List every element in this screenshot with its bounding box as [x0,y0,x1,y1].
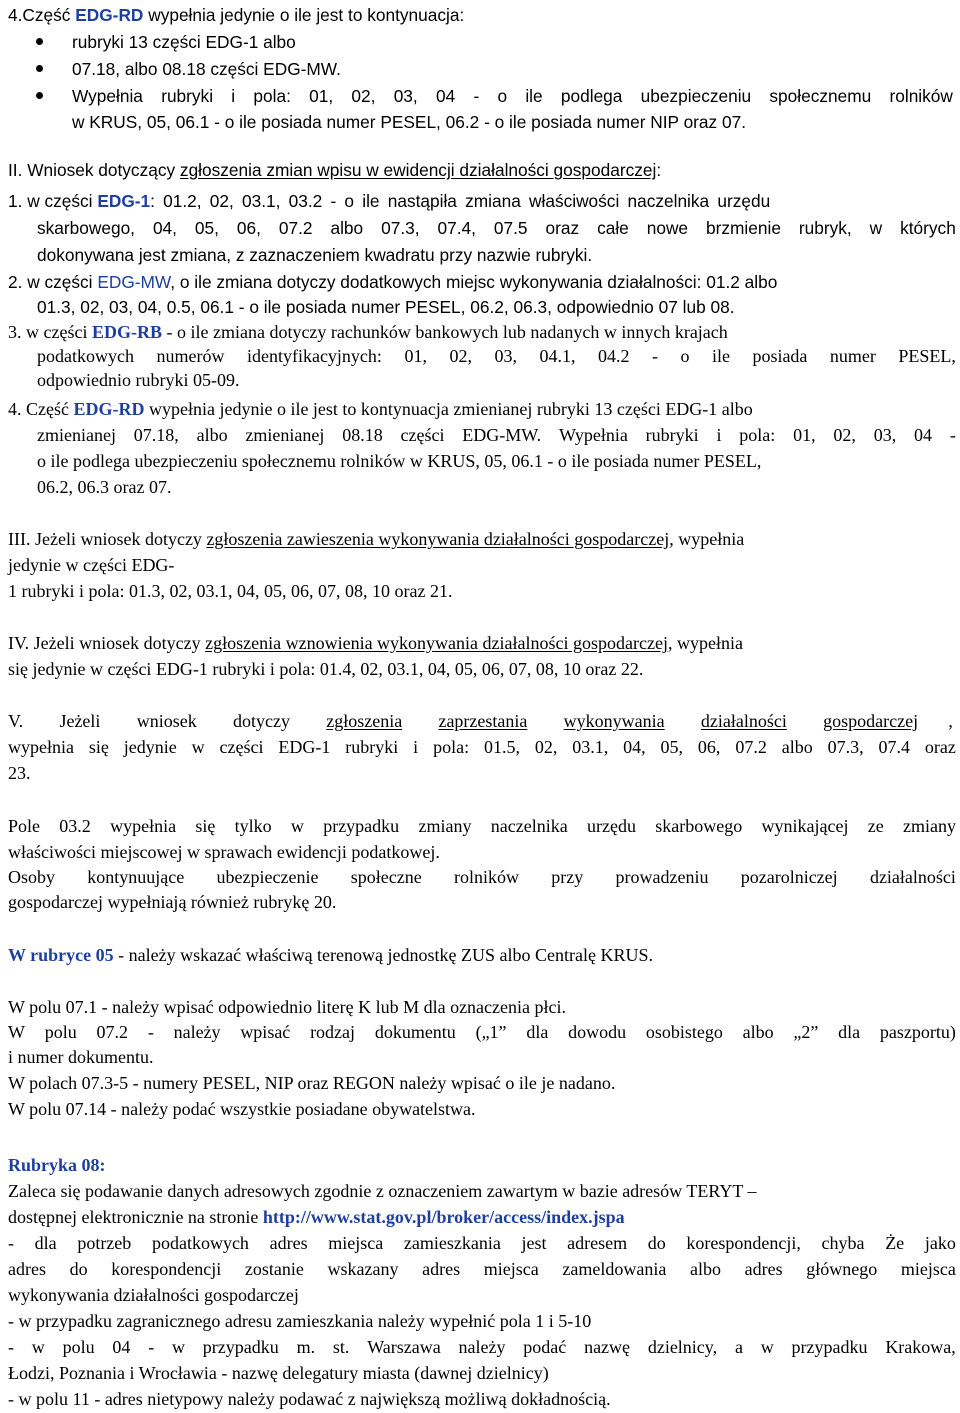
word: 07.2 [735,737,767,757]
word: podatkowych [37,346,134,366]
s1-title-code: EDG-RD [75,5,144,25]
word: - [147,1022,154,1042]
word: „2” [793,1022,819,1042]
rubryka-08-line-1: Zaleca się podawanie danych adresowych zgodnie z oznaczeniem zawartym w bazie adresów TERYT – [8,1181,757,1201]
word: 02, [833,425,856,445]
word: 07.2 [96,1022,129,1042]
word: - [949,425,956,445]
word: adres [744,1259,783,1279]
s3-line-1: III. Jeżeli wniosek dotyczy zgłoszenia zawieszenia wykonywania działalności gospodarczej, wypełnia [8,529,745,549]
s2-item-4-line-1: 4. Część EDG-RD wypełnia jedynie o ile jest to kontynuacja zmienianej rubryki 13 części EDG-1 albo [8,399,753,419]
word: 04.2 [597,346,630,366]
word: polu [62,1337,95,1357]
s2-item-3-line-1: 3. w części EDG-RB - o ile zmiana dotyczy rachunków bankowych lub nadanych w innych krajach [8,322,728,342]
word: Że [885,1233,905,1253]
s3-line-3: 1 rubryki i pola: 01.3, 02, 03.1, 04, 05, 06, 07, 08, 10 oraz 21. [8,581,453,601]
word: wypełnia [110,816,177,836]
word: których [900,218,956,238]
word: Krakowa, [885,1337,956,1357]
word: dla [838,1022,861,1042]
word: 02, [534,737,558,757]
word: rolników [453,867,519,887]
word: ubezpieczenie [216,867,319,887]
word: 03.1, [572,737,609,757]
s3-underlined: zgłoszenia zawieszenia wykonywania działalności gospodarczej [206,529,670,549]
word: i [231,86,236,106]
word: PESEL, [898,346,956,366]
word: ile [711,346,730,366]
s2-heading [8,159,661,181]
word: korespondencji, [686,1233,801,1253]
s1-title-post: wypełnia jedynie o ile jest to kontynuacja: [143,5,465,25]
s2-item-1-line-3: dokonywana jest zmiana, z zaznaczeniem kwadratu przy nazwie rubryki. [37,245,593,265]
s5-underlined-word: zgłoszenia [326,711,403,731]
word: w [869,218,883,238]
word: - [651,346,658,366]
word: - [148,1337,155,1357]
word: EDG-MW. [462,425,542,445]
word: prowadzeniu [615,867,709,887]
word: 01, [793,425,816,445]
word: miejsca [900,1259,956,1279]
word: zamieszkania [403,1233,501,1253]
word: korespondencji [111,1259,222,1279]
word: 08.18 [342,425,383,445]
word: Osoby [8,867,56,887]
word: wynikającej [761,816,849,836]
s2-item-2-line-2: 01.3, 02, 03, 04, 0.5, 06.1 - o ile posiada numer PESEL, 06.2, 06.3, odpowiednio 07 lub 08. [37,297,735,317]
word: i [716,425,722,445]
word: osobistego [645,1022,723,1042]
word: zostanie [244,1259,304,1279]
word: numer [829,346,876,366]
word: numerów [156,346,225,366]
word: identyfikacyjnych: [246,346,382,366]
rubryka-08-line-9: - w polu 11 - adres nietypowy należy podawać z największą możliwą dokładnością. [8,1389,611,1409]
pole-line-4: gospodarczej wypełniają również rubrykę 20. [8,892,337,912]
word: całe [597,218,629,238]
word: miejsca [483,1259,539,1279]
word: ile [525,86,543,106]
word: 07.5 [493,218,528,238]
word: nazwę [584,1337,631,1357]
word: 07.4, [437,218,476,238]
word: posiada [752,346,808,366]
rubryka-08-heading: Rubryka 08: [8,1155,106,1175]
word: w [760,1337,774,1357]
pole-line-3 [8,866,956,888]
s2-item-2-line-1: 2. w części EDG-MW, o ile zmiana dotyczy dodatkowych miejsc wykonywania działalności: 01.2 albo [8,272,778,292]
s2-item-4-line-4: 06.2, 06.3 oraz 07. [37,477,172,497]
word: do [69,1259,88,1279]
word: urzędu [586,816,636,836]
s2-item-1-line-2 [37,217,956,239]
bullet-icon [36,38,43,45]
word: rubryki [161,86,214,106]
word: działalności [869,867,956,887]
rubryka-08-line-6: - w przypadku zagranicznego adresu zamieszkania należy wypełnić pola 1 i 5-10 [8,1311,592,1331]
s1-bullet-3-line-2: w KRUS, 05, 06.1 - o ile posiada numer PESEL, 06.2 - o ile posiada numer NIP oraz 07. [72,112,747,132]
s2-item-4-line-3: o ile podlega ubezpieczeniu społecznemu rolników w KRUS, 05, 06.1 - o ile posiada numer PESEL, [37,451,762,471]
rubryka-05-label: W rubryce 05 [8,945,114,965]
s2-item-1-line-1: 1. w części EDG-1: 01.2, 02, 03.1, 03.2 - o ile nastąpiła zmiana właściwości naczelnika urzędu [8,191,771,211]
word: ubezpieczeniu [640,86,752,106]
word: wpisać [240,1022,291,1042]
s2-heading-underlined: zgłoszenia zmian wpisu w ewidencji działalności gospodarczej [179,160,657,180]
s5-line-2 [8,736,956,758]
word: wskazany [327,1259,399,1279]
s4-underlined: zgłoszenia wznowienia wykonywania działalności gospodarczej [205,633,668,653]
rubryka-08-line-2: dostępnej elektronicznie na stronie http://www.stat.gov.pl/broker/access/index.jspa [8,1207,625,1227]
word: brzmienie [706,218,781,238]
word: chyba [821,1233,865,1253]
word: części [219,737,264,757]
word: 01, [309,86,334,106]
word: Wypełnia [72,86,143,106]
word: 02, [351,86,376,106]
word: tylko [234,816,272,836]
s1-bullet-1: rubryki 13 części EDG-1 albo [72,32,296,52]
word: zmiany [418,816,472,836]
word: o [497,86,508,106]
word: 04, [152,218,177,238]
word: 04 [914,425,933,445]
word: st. [332,1337,350,1357]
s2-item-3-line-2 [37,345,956,367]
s1-title-pre: 4.Część [8,5,76,25]
word: adres [8,1259,46,1279]
word: w [290,816,304,836]
rubryka-08-line-5: wykonywania działalności gospodarczej [8,1285,299,1305]
word: Wypełnia [558,425,628,445]
word: dowodu [568,1022,627,1042]
word: polu [44,1022,77,1042]
word: jedynie [123,737,177,757]
word: pola: [433,737,470,757]
word: do [647,1233,666,1253]
word: części [400,425,445,445]
word: nowe [646,218,689,238]
word: zmiany [903,816,956,836]
word: 03, [873,425,897,445]
s3-line-2: jedynie w części EDG- [8,555,175,575]
word: Warszawa [367,1337,441,1357]
word: albo [781,737,813,757]
word: przypadku [791,1337,868,1357]
word: przy [551,867,584,887]
word: w [191,737,205,757]
word: 07.18, [133,425,179,445]
pole-07-1: W polu 07.1 - należy wpisać odpowiednio literę K lub M dla oznaczenia płci. [8,997,566,1017]
word: głównego [806,1259,878,1279]
word: („1” [475,1022,507,1042]
word: albo [742,1022,774,1042]
word: oraz [545,218,580,238]
word: przypadku [323,816,400,836]
word: 01.5, [483,737,520,757]
word: 07.3, [381,218,420,238]
bullet-icon [36,65,43,72]
word: o [680,346,690,366]
word: rubryki [345,737,399,757]
s5-line-1: V. Jeżeli wniosek dotyczy zgłoszenia zaprzestania wykonywania działalności gospodarczej , [8,711,953,731]
word: i [413,737,419,757]
word: 06, [236,218,261,238]
rubryka-08-line-8: Łodzi, Poznania i Wrocławia - nazwę delegatury miasta (dawnej dzielnicy) [8,1363,549,1383]
pole-07-3-5: W polach 07.3-5 - numery PESEL, NIP oraz REGON należy wpisać o ile je nadano. [8,1073,616,1093]
word: albo [689,1259,721,1279]
word: rubryki [645,425,699,445]
word: jako [924,1233,956,1253]
word: pozarolniczej [740,867,838,887]
teryt-link[interactable]: http://www.stat.gov.pl/broker/access/index.jspa [262,1207,625,1227]
word: podać [523,1337,567,1357]
word: ze [867,816,884,836]
s5-word: V. [8,711,24,731]
word: 07.2 [278,218,313,238]
word: 02, [449,346,472,366]
word: przypadku [202,1337,279,1357]
word: zameldowania [562,1259,667,1279]
word: 04.1, [539,346,576,366]
word: wypełnia [8,737,74,757]
word: EDG-1 [278,737,331,757]
word: - [473,86,480,106]
s4-line-1: IV. Jeżeli wniosek dotyczy zgłoszenia wznowienia wykonywania działalności gospodarczej, wypełnia [8,633,743,653]
word: 04, [623,737,646,757]
rubryka-05-line: W rubryce 05 - należy wskazać właściwą terenową jednostkę ZUS albo Centralę KRUS. [8,945,653,965]
bullet-icon [36,92,43,99]
pole-07-14: W polu 07.14 - należy podać wszystkie posiadane obywatelstwa. [8,1099,476,1119]
word: zmienianej [37,425,116,445]
s2-item-4-line-2 [37,424,956,446]
word: 07.3, [827,737,864,757]
word: 03, [393,86,418,106]
word: skarbowego [655,816,743,836]
word: adres [422,1259,461,1279]
word: albo [330,218,364,238]
word: społeczne [350,867,422,887]
word: a [734,1337,743,1357]
word: podlega [560,86,623,106]
word: należy [458,1337,506,1357]
word: dla [34,1233,57,1253]
word: się [88,737,109,757]
word: 01, [404,346,427,366]
word: się [195,816,216,836]
s2-heading-pre: II. Wniosek dotyczący [8,160,180,180]
word: dzielnicy, [647,1337,718,1357]
word: dla [526,1022,549,1042]
word: - [8,1337,14,1357]
pole-07-2-line-1 [8,1021,956,1043]
s2-item-3-line-3: odpowiednio rubryki 05-09. [37,370,240,390]
word: 03.2 [59,816,91,836]
word: 03, [494,346,517,366]
rubryka-08-line-4 [8,1258,956,1280]
word: W [8,1022,25,1042]
word: kontynuujące [87,867,185,887]
word: adresem [567,1233,628,1253]
pole-line-1 [8,815,956,837]
word: oraz [924,737,956,757]
word: skarbowego, [37,218,135,238]
s1-bullet-3-line-1 [72,85,953,107]
word: 05, [194,218,219,238]
word: zmienianej [245,425,325,445]
word: 04 [435,86,456,106]
word: rubryk, [798,218,852,238]
word: rodzaj [310,1022,356,1042]
word: miejsca [328,1233,384,1253]
pole-07-2-line-2: i numer dokumentu. [8,1047,154,1067]
word: podatkowych [151,1233,249,1253]
word: m. [296,1337,316,1357]
word: naczelnika [490,816,568,836]
word: pola: [739,425,776,445]
word: albo [196,425,228,445]
word: rolników [889,86,953,106]
word: pola: [253,86,291,106]
s1-title [8,4,464,26]
word: paszportu) [879,1022,956,1042]
word: dokumentu [374,1022,456,1042]
word: jest [521,1233,547,1253]
word: potrzeb [77,1233,132,1253]
word: 05, [660,737,684,757]
rubryka-08-line-3 [8,1232,956,1254]
word: Pole [8,816,41,836]
word: w [172,1337,185,1357]
rubryka-08-line-7 [8,1336,956,1358]
word: 06, [697,737,721,757]
s1-bullet-2: 07.18, albo 08.18 części EDG-MW. [72,59,341,79]
word: - [8,1233,14,1253]
s4-line-2: się jedynie w części EDG-1 rubryki i pola: 01.4, 02, 03.1, 04, 05, 06, 07, 08, 10 oraz 22. [8,659,644,679]
word: 07.4 [878,737,910,757]
pole-line-2: właściwości miejscowej w sprawach ewidencji podatkowej. [8,842,440,862]
s5-line-3: 23. [8,763,31,783]
word: adres [269,1233,308,1253]
word: 04 [112,1337,131,1357]
s2-heading-post: : [656,160,662,180]
word: należy [173,1022,221,1042]
word: społecznemu [769,86,872,106]
word: w [31,1337,45,1357]
